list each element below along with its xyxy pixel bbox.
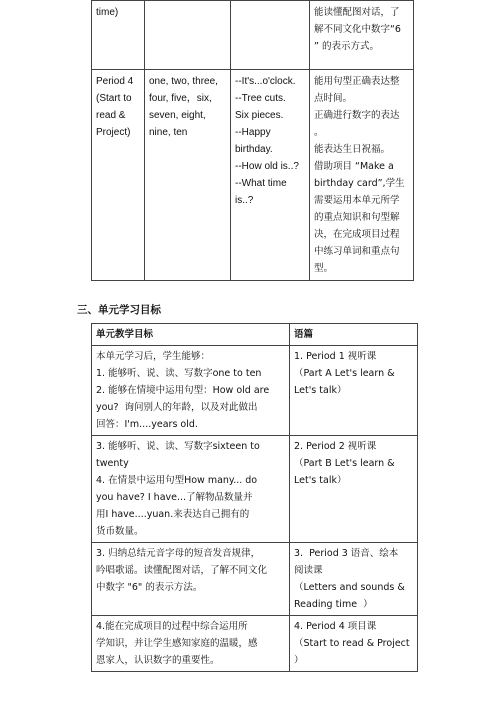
cell-text: 需要运用本单元所学 [314, 195, 400, 206]
table-cell [92, 1, 145, 70]
cell-text: 解不同文化中数字“6 [314, 24, 401, 35]
cell-text: ” 的表示方式。 [314, 41, 379, 52]
cell-text: Period 4 [96, 76, 134, 87]
cell-text: 回答：I'm....years old. [96, 419, 198, 430]
table-row [92, 346, 418, 436]
table-row [92, 616, 418, 672]
cell-text: 中数字 "6" 的表示方法。 [96, 582, 203, 593]
table-cell [145, 1, 231, 70]
cell-text: 中练习单词和重点句 [314, 246, 400, 257]
cell-text: 本单元学习后，学生能够： [96, 351, 211, 362]
section-heading: 三、单元学习目标 [77, 304, 161, 316]
cell-text: （Start to read & Project [294, 638, 410, 649]
table-header-row [92, 324, 418, 346]
cell-text: (Start to [96, 93, 132, 104]
goal-cell [92, 436, 290, 543]
cell-text: nine, ten [149, 127, 188, 138]
cell-text: 的重点知识和句型解 [314, 212, 400, 223]
cell-text: 借助项目 “Make a [314, 161, 394, 172]
cell-text: Six pieces. [235, 110, 284, 121]
cell-text: ） [294, 655, 304, 666]
goal-cell [92, 346, 290, 436]
header-goal: 单元教学目标 [92, 324, 290, 346]
cell-text: （Part B Let's learn & [294, 458, 395, 469]
cell-text: （Letters and sounds & [294, 582, 405, 593]
cell-text: 能用句型正确表达整 [314, 76, 400, 87]
goal-cell [92, 616, 290, 672]
cell-text: 阅读课 [294, 565, 323, 576]
cell-text: 1. 能够听、说、读、写数字one to ten [96, 368, 262, 379]
cell-text: four, five，six, [149, 93, 212, 104]
table-cell [310, 70, 414, 281]
cell-text: you have? I have...了解物品数量并 [96, 492, 253, 503]
goals-table [91, 323, 418, 672]
cell-text: --It's...o'clock. [235, 76, 296, 87]
table-cell [231, 1, 310, 70]
goal-cell [92, 543, 290, 616]
cell-text: is..? [235, 195, 254, 206]
table-cell [145, 70, 231, 281]
table-cell [231, 70, 310, 281]
cell-text: --How old is..? [235, 161, 299, 172]
cell-text: 2. Period 2 视听课 [294, 441, 377, 452]
cell-text: 2. 能够在情境中运用句型：How old are [96, 385, 270, 396]
cell-text: 型。 [314, 263, 334, 274]
cell-text: --Happy [235, 127, 271, 138]
cell-text: 点时间。 [314, 93, 353, 104]
cell-text: birthday card”,学生 [314, 178, 405, 189]
cell-text: Reading time ） [294, 599, 373, 610]
cell-text: twenty [96, 458, 129, 469]
cell-text: 3. 能够听、说、读、写数字sixteen to [96, 441, 260, 452]
cell-text: 货币数量。 [96, 526, 144, 537]
cell-text: you? 询问别人的年龄，以及对此做出 [96, 402, 258, 413]
text-cell [290, 616, 418, 672]
cell-text: 3. Period 3 语音、绘本 [294, 548, 399, 559]
cell-text: 3. 归纳总结元音字母的短音发音规律， [96, 548, 261, 559]
cell-text: 。 [314, 127, 324, 138]
text-cell [290, 346, 418, 436]
table-row [92, 1, 414, 70]
cell-text: （Part A Let's learn & [294, 368, 395, 379]
table-row [92, 436, 418, 543]
cell-text: Project) [96, 127, 131, 138]
cell-text: 4. Period 4 项目课 [294, 621, 377, 632]
header-text: 语篇 [290, 324, 418, 346]
table-row [92, 543, 418, 616]
cell-text: 能表达生日祝福。 [314, 144, 391, 155]
cell-text: seven, eight, [149, 110, 206, 121]
period-table [91, 0, 414, 281]
table-cell [310, 1, 414, 70]
cell-text: read & [96, 110, 126, 121]
text-cell [290, 543, 418, 616]
text-cell [290, 436, 418, 543]
cell-text: --Tree cuts. [235, 93, 286, 104]
cell-text: 能读懂配图对话，了 [314, 7, 400, 18]
cell-text: --What time [235, 178, 287, 189]
table-row [92, 70, 414, 281]
cell-text: time) [96, 7, 119, 18]
cell-text: birthday. [235, 144, 273, 155]
cell-text: one, two, three, [149, 76, 218, 87]
cell-text: 1. Period 1 视听课 [294, 351, 377, 362]
cell-text: 4.能在完成项目的过程中综合运用所 [96, 621, 248, 632]
cell-text: 4. 在情景中运用句型How many... do [96, 475, 258, 486]
cell-text: Let's talk） [294, 475, 347, 486]
cell-text: 决，在完成项目过程 [314, 229, 400, 240]
cell-text: 恩家人，认识数字的重要性。 [96, 655, 220, 666]
cell-text: 用I have....yuan.来表达自己拥有的 [96, 509, 250, 520]
cell-text: Let's talk） [294, 385, 347, 396]
cell-text: 正确进行数字的表达 [314, 110, 400, 121]
cell-text: 学知识，并让学生感知家庭的温暖，感 [96, 638, 258, 649]
cell-text: 吟唱歌谣。读懂配图对话，了解不同文化 [96, 565, 268, 576]
table-cell [92, 70, 145, 281]
